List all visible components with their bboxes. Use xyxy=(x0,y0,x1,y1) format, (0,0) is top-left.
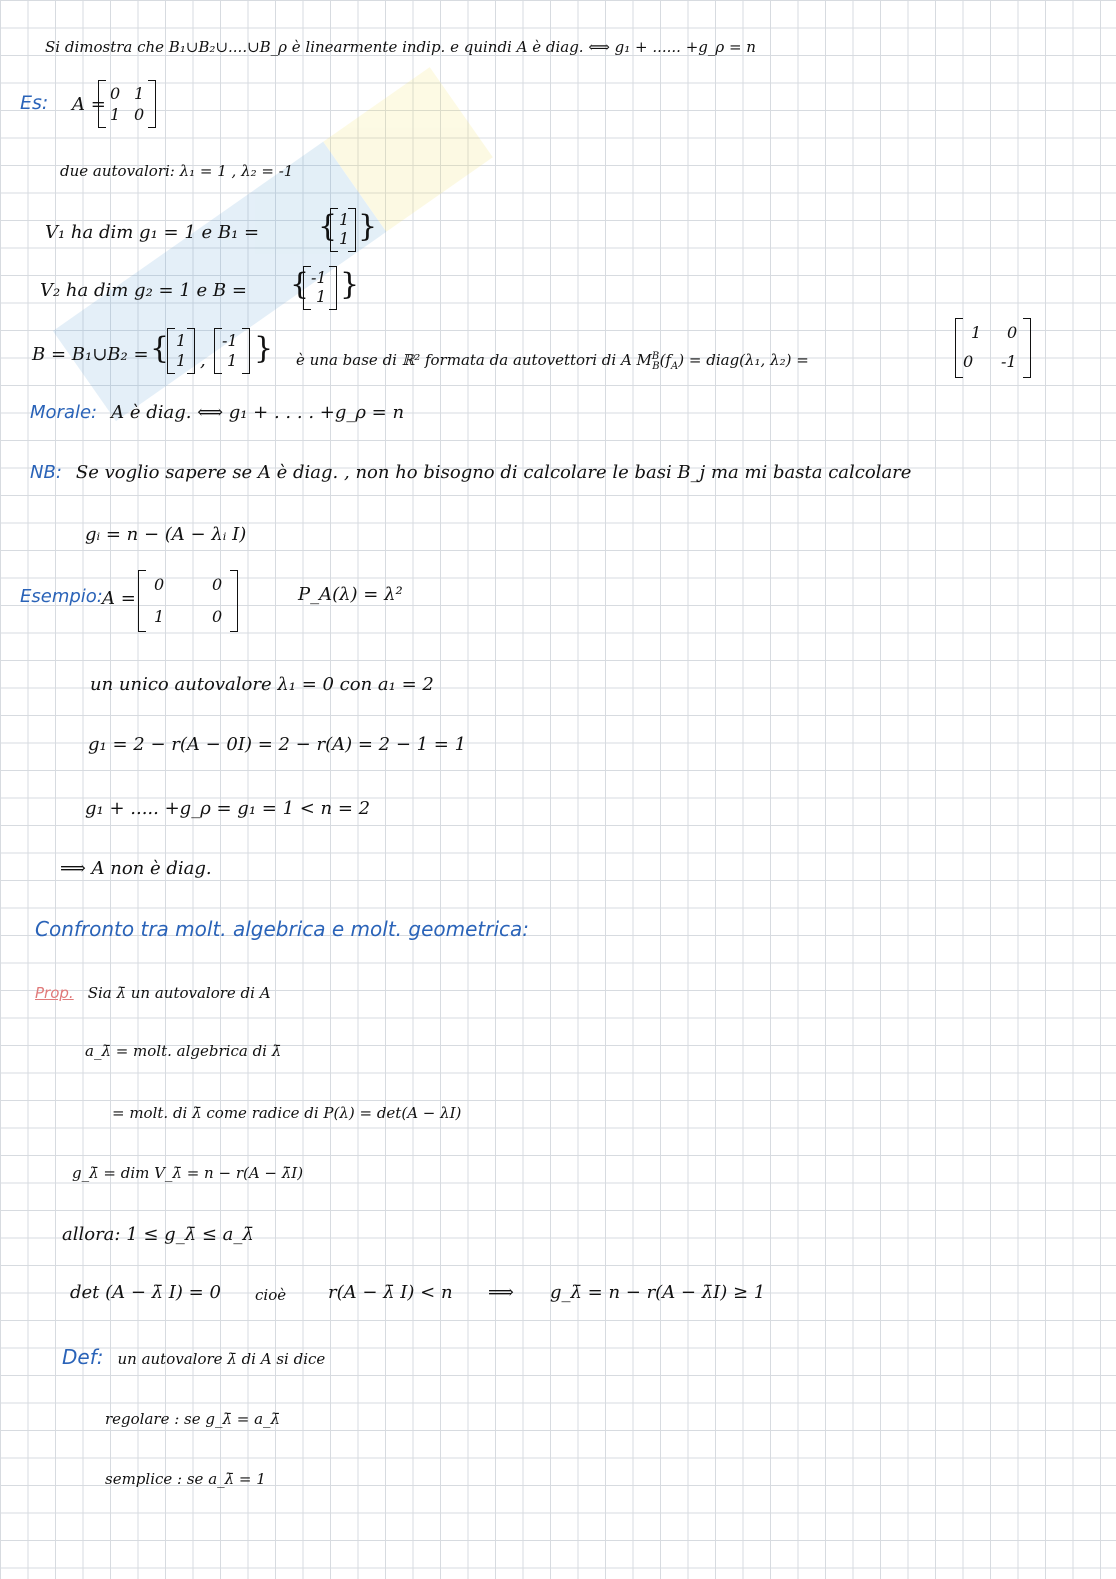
brace-right: } xyxy=(254,331,274,366)
prop-label: Prop. xyxy=(35,984,74,1002)
es-label: Es: xyxy=(20,92,49,114)
esempio-lhs: A = xyxy=(102,588,136,609)
sup-b: B xyxy=(651,351,660,362)
matrix-cell: 0 xyxy=(212,607,223,626)
matrix-cell: 0 xyxy=(963,352,974,371)
heading-confronto: Confronto tra molt. algebrica e molt. geometrica: xyxy=(35,917,530,941)
vector-cell: 1 xyxy=(339,229,350,248)
vector-cell: 1 xyxy=(176,351,187,370)
vector-cell: 1 xyxy=(339,210,350,229)
matrix-cell: -1 xyxy=(1001,352,1017,371)
implies-arrow: ⟹ xyxy=(488,1282,514,1303)
matrix-cell: 0 xyxy=(1007,323,1018,342)
vector-v1 xyxy=(167,328,195,374)
line-1: Si dimostra che B₁∪B₂∪....∪B_ρ è linearmente indip. e quindi A è diag. ⟺ g₁ + ...... +g_ρ = n xyxy=(45,38,756,56)
line-non-diag: ⟹ A non è diag. xyxy=(60,858,212,879)
line-semplice: semplice : se a_λ̄ = 1 xyxy=(105,1470,266,1488)
vector-cell: 1 xyxy=(227,351,238,370)
matrix-cell: 1 xyxy=(154,607,165,626)
sub-a: A xyxy=(671,361,679,372)
line-unico: un unico autovalore λ₁ = 0 con a₁ = 2 xyxy=(90,674,434,695)
f-text: (f xyxy=(659,351,672,369)
def-label: Def: xyxy=(62,1345,104,1369)
line-nb xyxy=(30,462,911,484)
morale-label: Morale: xyxy=(30,402,98,423)
brace-left: { xyxy=(290,267,310,302)
line-autovalori: due autovalori: λ₁ = 1 , λ₂ = -1 xyxy=(60,162,294,180)
esempio-label: Esempio: xyxy=(20,586,103,607)
line-prop xyxy=(35,982,271,1004)
brace-left: { xyxy=(318,209,338,244)
prop-text: Sia λ̄ un autovalore di A xyxy=(87,984,271,1002)
morale-text: A è diag. ⟺ g₁ + . . . . +g_ρ = n xyxy=(111,402,405,423)
nb-label: NB: xyxy=(30,462,62,483)
base-text: è una base di ℝ² formata da autovettori di A M xyxy=(296,351,652,369)
matrix-cell: 0 xyxy=(134,105,145,124)
line-det: det (A − λ̄ I) = 0 xyxy=(70,1282,221,1303)
char-polynomial: P_A(λ) = λ² xyxy=(298,584,403,605)
line-base-text xyxy=(296,346,809,378)
matrix-cell: 0 xyxy=(212,575,223,594)
nb-text: Se voglio sapere se A è diag. , non ho bisogno di calcolare le basi B_j ma mi basta calcolare xyxy=(75,462,912,483)
matrix-cell: 1 xyxy=(134,84,145,103)
diag-text: ) = diag(λ₁, λ₂) = xyxy=(678,351,809,369)
matrix-cell: 1 xyxy=(110,105,121,124)
vector-cell: 1 xyxy=(176,331,187,350)
matrix-es xyxy=(98,80,156,128)
brace-right: } xyxy=(358,209,378,244)
vector-cell: -1 xyxy=(311,268,327,287)
line-rank: r(A − λ̄ I) < n xyxy=(328,1282,453,1303)
line-morale xyxy=(30,402,404,424)
matrix-cell: 1 xyxy=(971,323,982,342)
matrix-diag xyxy=(955,318,1031,378)
vector-v2 xyxy=(214,328,250,374)
line-allora: allora: 1 ≤ g_λ̄ ≤ a_λ̄ xyxy=(62,1224,254,1245)
line-alg: a_λ̄ = molt. algebrica di λ̄ xyxy=(85,1042,282,1060)
line-geom: g_λ̄ = dim V_λ̄ = n − r(A − λ̄I) xyxy=(72,1164,304,1182)
line-g1: g₁ = 2 − r(A − 0I) = 2 − r(A) = 2 − 1 = 1 xyxy=(88,734,467,755)
brace-left: { xyxy=(150,331,170,366)
line-v1: V₁ ha dim g₁ = 1 e B₁ = xyxy=(45,222,260,243)
formula-g: gᵢ = n − (A − λᵢ I) xyxy=(85,524,247,545)
sub-b: B xyxy=(652,361,660,372)
matrix-cell: 0 xyxy=(154,575,165,594)
line-def xyxy=(62,1346,325,1370)
vector-b2 xyxy=(303,266,337,310)
line-sum-g: g₁ + ..... +g_ρ = g₁ = 1 < n = 2 xyxy=(85,798,371,819)
line-g-geq: g_λ̄ = n − r(A − λ̄I) ≥ 1 xyxy=(550,1282,766,1303)
vector-cell: -1 xyxy=(222,331,238,350)
line-regolare: regolare : se g_λ̄ = a_λ̄ xyxy=(105,1410,281,1428)
matrix-cell: 0 xyxy=(110,84,121,103)
comma: , xyxy=(200,350,206,371)
def-text: un autovalore λ̄ di A si dice xyxy=(117,1350,326,1368)
es-lhs: A = xyxy=(72,94,106,115)
brace-right: } xyxy=(340,267,360,302)
line-v2: V₂ ha dim g₂ = 1 e B = xyxy=(40,280,247,301)
matrix-esempio xyxy=(138,570,238,632)
line-b-union: B = B₁∪B₂ = xyxy=(32,344,149,365)
vector-cell: 1 xyxy=(316,287,327,306)
word-cioe: cioè xyxy=(255,1286,287,1304)
vector-b1 xyxy=(330,208,356,252)
line-radice: = molt. di λ̄ come radice di P(λ) = det(A − λI) xyxy=(112,1104,462,1122)
